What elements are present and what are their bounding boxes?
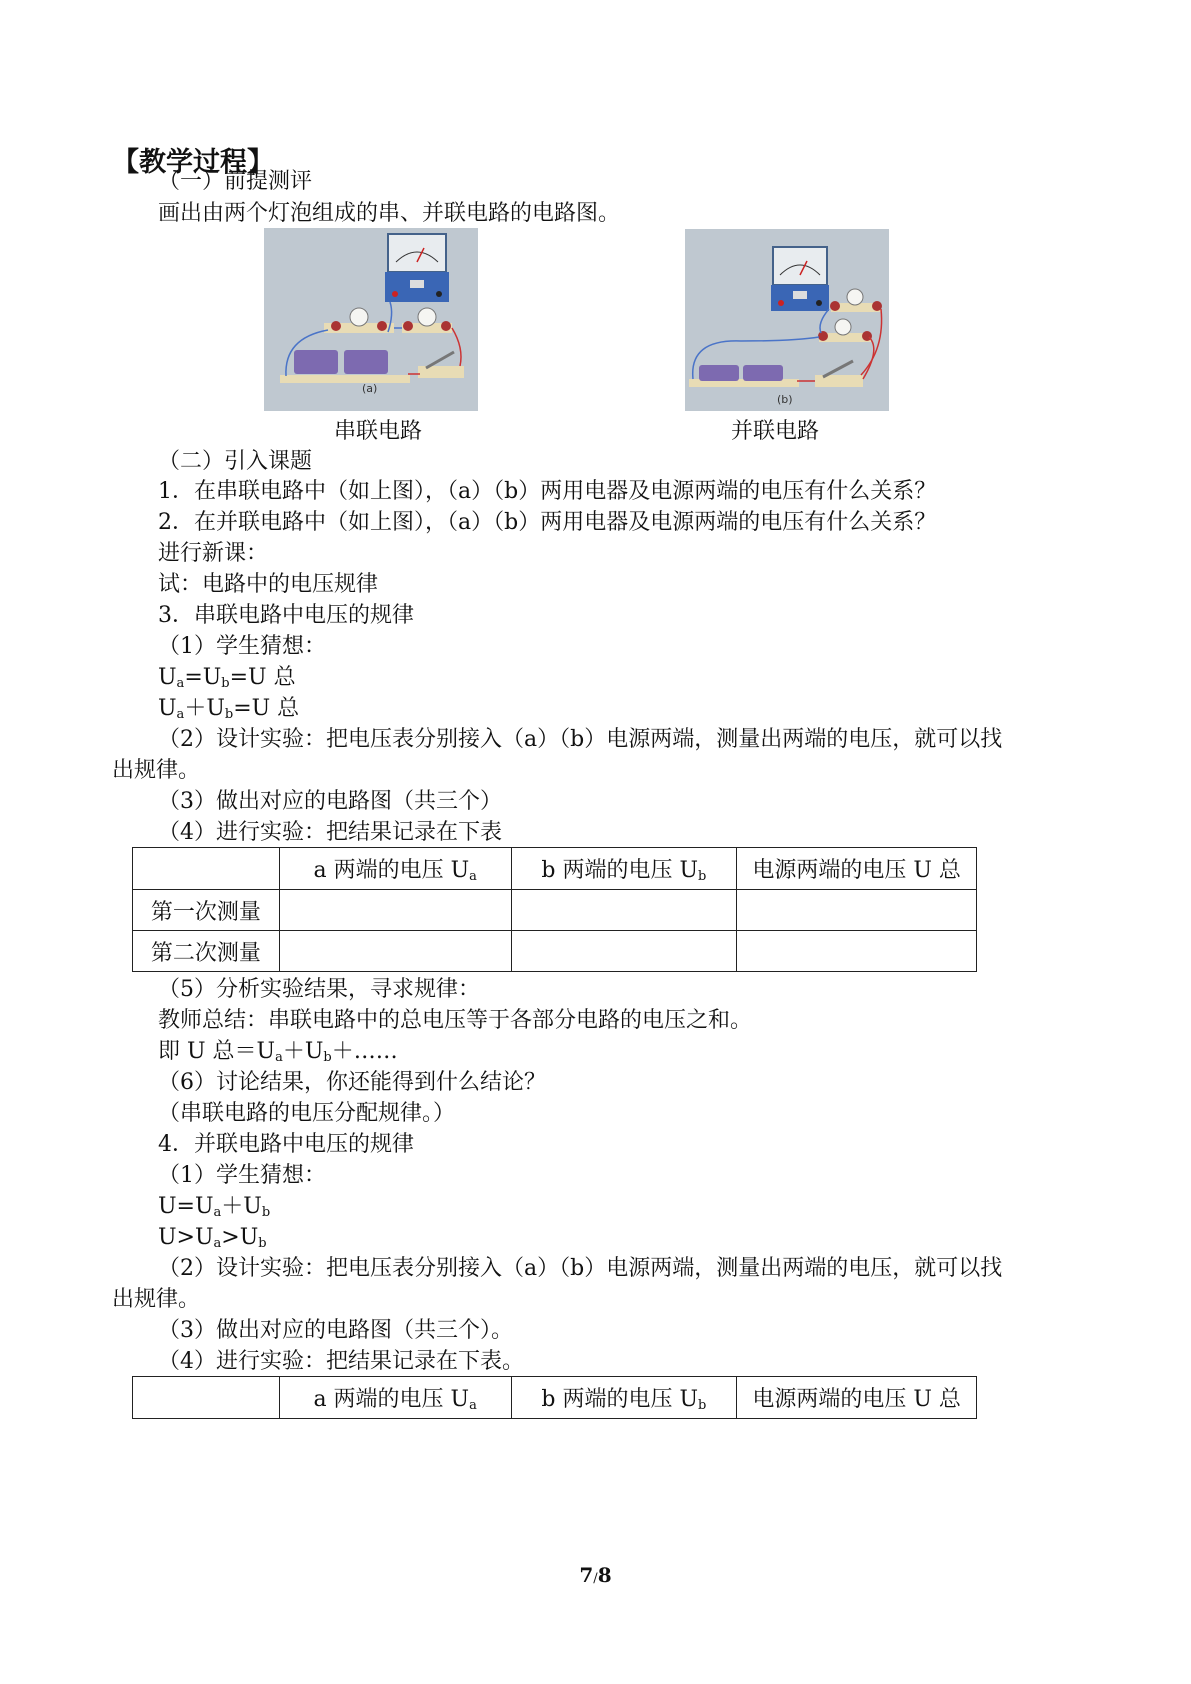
table-header-cell: b 两端的电压 $U_b$ xyxy=(511,848,737,890)
table-cell[interactable] xyxy=(279,890,511,931)
series-analyze: （5）分析实验结果，寻求规律： xyxy=(158,977,480,1002)
series-design: （2）设计实验：把电压表分别接入（a）（b）电源两端，测量出两端的电压，就可以找 xyxy=(158,727,1003,752)
series-guess-label: （1）学生猜想： xyxy=(158,634,326,659)
series-summary: 教师总结：串联电路中的总电压等于各部分电路的电压之和。 xyxy=(158,1008,753,1033)
series-design-cont: 出规律。 xyxy=(112,758,201,783)
parallel-design-cont: 出规律。 xyxy=(112,1287,201,1312)
table-cell[interactable] xyxy=(511,931,737,972)
subsection-title: （一）前提测评 xyxy=(158,169,313,194)
parallel-circuit-photo xyxy=(685,229,889,411)
caption-series: 串联电路 xyxy=(334,419,423,444)
table-header-cell xyxy=(133,1377,280,1419)
lesson-topic: 试：电路中的电压规律 xyxy=(158,572,379,597)
table-header-cell: a 两端的电压 $U_a$ xyxy=(279,1377,511,1419)
table-row xyxy=(133,931,977,972)
table-header-cell: a 两端的电压 $U_a$ xyxy=(279,848,511,890)
parallel-record-table xyxy=(132,1376,977,1419)
series-discuss-note: （串联电路的电压分配规律。） xyxy=(158,1101,456,1126)
table-header-row xyxy=(133,1377,977,1419)
section-heading: 【教学过程】 xyxy=(112,147,274,178)
table-header-cell: 电源两端的电压 U 总 xyxy=(737,848,977,890)
table-row xyxy=(133,890,977,931)
page-number: 7/8 xyxy=(579,1563,612,1587)
series-draw: （3）做出对应的电路图（共三个） xyxy=(158,789,502,814)
table-header-cell: 电源两端的电压 U 总 xyxy=(737,1377,977,1419)
figure-b-label: (b) xyxy=(777,393,793,406)
table-cell[interactable] xyxy=(279,931,511,972)
table-header-cell: b 两端的电压 $U_b$ xyxy=(511,1377,737,1419)
parallel-title: 4．并联电路中电压的规律 xyxy=(158,1132,414,1157)
question-2: 2．在并联电路中（如上图），（a）（b）两用电器及电源两端的电压有什么关系？ xyxy=(158,510,937,535)
table-cell[interactable] xyxy=(737,931,977,972)
series-experiment: （4）进行实验：把结果记录在下表 xyxy=(158,820,502,845)
subsection-title: （二）引入课题 xyxy=(158,449,313,474)
parallel-design: （2）设计实验：把电压表分别接入（a）（b）电源两端，测量出两端的电压，就可以找 xyxy=(158,1256,1003,1281)
table-cell[interactable] xyxy=(511,890,737,931)
figure-a-label: (a) xyxy=(362,382,378,395)
question-1: 1．在串联电路中（如上图），（a）（b）两用电器及电源两端的电压有什么关系？ xyxy=(158,479,937,504)
series-discuss: （6）讨论结果，你还能得到什么结论？ xyxy=(158,1070,546,1095)
parallel-draw: （3）做出对应的电路图（共三个）。 xyxy=(158,1318,513,1343)
parallel-guess-1: $U=U_a+U_b$ xyxy=(158,1194,271,1220)
series-title: 3．串联电路中电压的规律 xyxy=(158,603,414,628)
series-guess-1: $U_a=U_b=U$ 总 xyxy=(158,665,296,691)
table-cell: 第一次测量 xyxy=(133,890,280,931)
table-cell: 第二次测量 xyxy=(133,931,280,972)
parallel-guess-2: $U>U_a>U_b$ xyxy=(158,1225,267,1251)
caption-parallel: 并联电路 xyxy=(731,419,820,444)
table-header-cell xyxy=(133,848,280,890)
task-text: 画出由两个灯泡组成的串、并联电路的电路图。 xyxy=(158,201,621,226)
table-header-row xyxy=(133,848,977,890)
series-formula: 即 U 总$=U_a+U_b+\dots\dots$ xyxy=(158,1039,398,1065)
series-circuit-photo xyxy=(264,228,478,411)
table-cell[interactable] xyxy=(737,890,977,931)
series-guess-2: $U_a+U_b=U$ 总 xyxy=(158,696,300,722)
parallel-experiment: （4）进行实验：把结果记录在下表。 xyxy=(158,1349,524,1374)
new-lesson-label: 进行新课： xyxy=(158,541,269,566)
series-record-table xyxy=(132,847,977,972)
parallel-guess-label: （1）学生猜想： xyxy=(158,1163,326,1188)
